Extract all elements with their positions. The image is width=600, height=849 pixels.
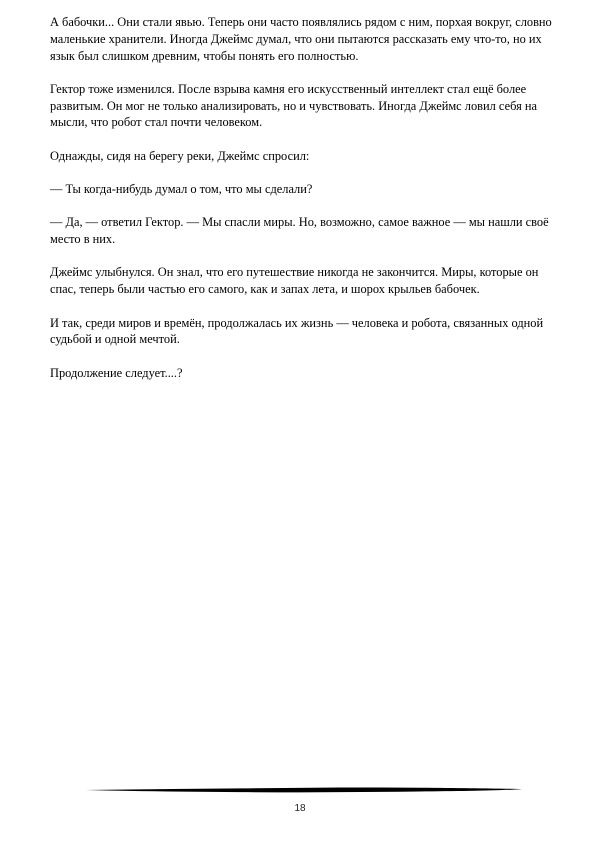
page-number: 18 (294, 803, 306, 814)
document-body (50, 14, 555, 398)
footer-brush-rule (86, 786, 522, 794)
paragraph-hector-answer: — Да, — ответил Гектор. — Мы спасли миры. Но, возможно, самое важное — мы нашли своё место в них. (50, 215, 549, 247)
paragraph-butterflies: А бабочки... Они стали явью. Теперь они часто появлялись рядом с ним, порхая вокруг, словно маленькие хранители. Иногда Джеймс думал, что они пытаются рассказать ему что-то, но их язык был слишком древним, чтобы понять его полностью. (50, 15, 552, 63)
paragraph-river-question-intro: Однажды, сидя на берегу реки, Джеймс спросил: (50, 148, 310, 163)
paragraph-hector-changed: Гектор тоже изменился. После взрыва камня его искусственный интеллект стал ещё более развитым. Он мог не только анализировать, но и чувствовать. Иногда Джеймс ловил себя на мысли, что робот стал почти человеком. (50, 81, 537, 130)
paragraph-james-question: — Ты когда-нибудь думал о том, что мы сделали? (50, 182, 313, 197)
paragraph-to-be-continued: Продолжение следует....? (50, 365, 183, 380)
paragraph-journey-never-ends: Джеймс улыбнулся. Он знал, что его путешествие никогда не закончится. Миры, которые он спас, теперь были частью его самого, как и запах лета, и шорох крыльев бабочек. (50, 265, 539, 297)
paragraph-shared-fate: И так, среди миров и времён, продолжалась их жизнь — человека и робота, связанных одной судьбой и одной мечтой. (50, 315, 544, 347)
